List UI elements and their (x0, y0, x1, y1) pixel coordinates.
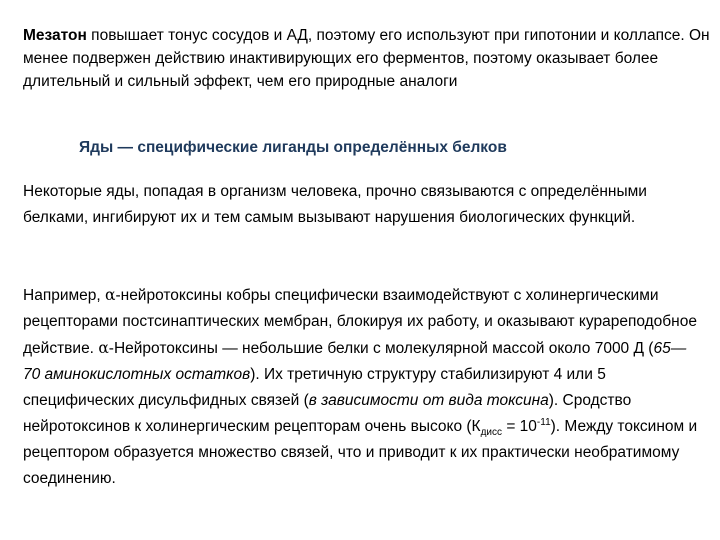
text-segment: Например, (23, 287, 105, 304)
intro-term: Мезатон (23, 27, 87, 44)
subscript: дисс (480, 427, 503, 439)
superscript: -11 (536, 416, 551, 428)
text-segment: -нейротоксины кобры специфически взаимодействуют с холинергическими рецепторами постсинаптических мембран, блокируя их работу, и оказывают курареподобное действие. (23, 287, 697, 357)
text-segment: -Нейротоксины — небольшие белки с молекулярной массой около 7000 Д ( (108, 340, 654, 357)
intro-paragraph (23, 24, 711, 93)
intro-text: повышает тонус сосудов и АД, поэтому его используют при гипотонии и коллапсе. Он менее подвержен действию инактивирующих его ферментов, поэтому оказывает более длительный и сильный эффект, чем его природные аналоги (23, 27, 710, 90)
italic-segment: 65—70 аминокислотных остатков (23, 340, 687, 383)
text-segment: ). Между токсином и рецептором образуется множество связей, что и приводит к их практически необратимому соединению. (23, 418, 698, 487)
alpha-symbol: α (105, 286, 116, 304)
neurotoxin-paragraph (23, 282, 703, 492)
italic-segment: в зависимости от вида токсина (308, 392, 549, 409)
text-segment: ). Сродство нейротоксинов к холинергическим рецепторам очень высоко (К (23, 392, 632, 435)
text-segment: ). Их третичную структуру стабилизируют 4 или 5 специфических дисульфидных связей ( (23, 366, 606, 409)
poisons-paragraph: Некоторые яды, попадая в организм человека, прочно связываются с определёнными белками, ингибируют их и тем самым вызывают нарушения биологических функций. (23, 183, 647, 226)
text-segment: = 10 (502, 418, 537, 435)
section-heading: Яды — специфические лиганды определённых белков (79, 139, 507, 156)
alpha-symbol: α (98, 339, 109, 357)
